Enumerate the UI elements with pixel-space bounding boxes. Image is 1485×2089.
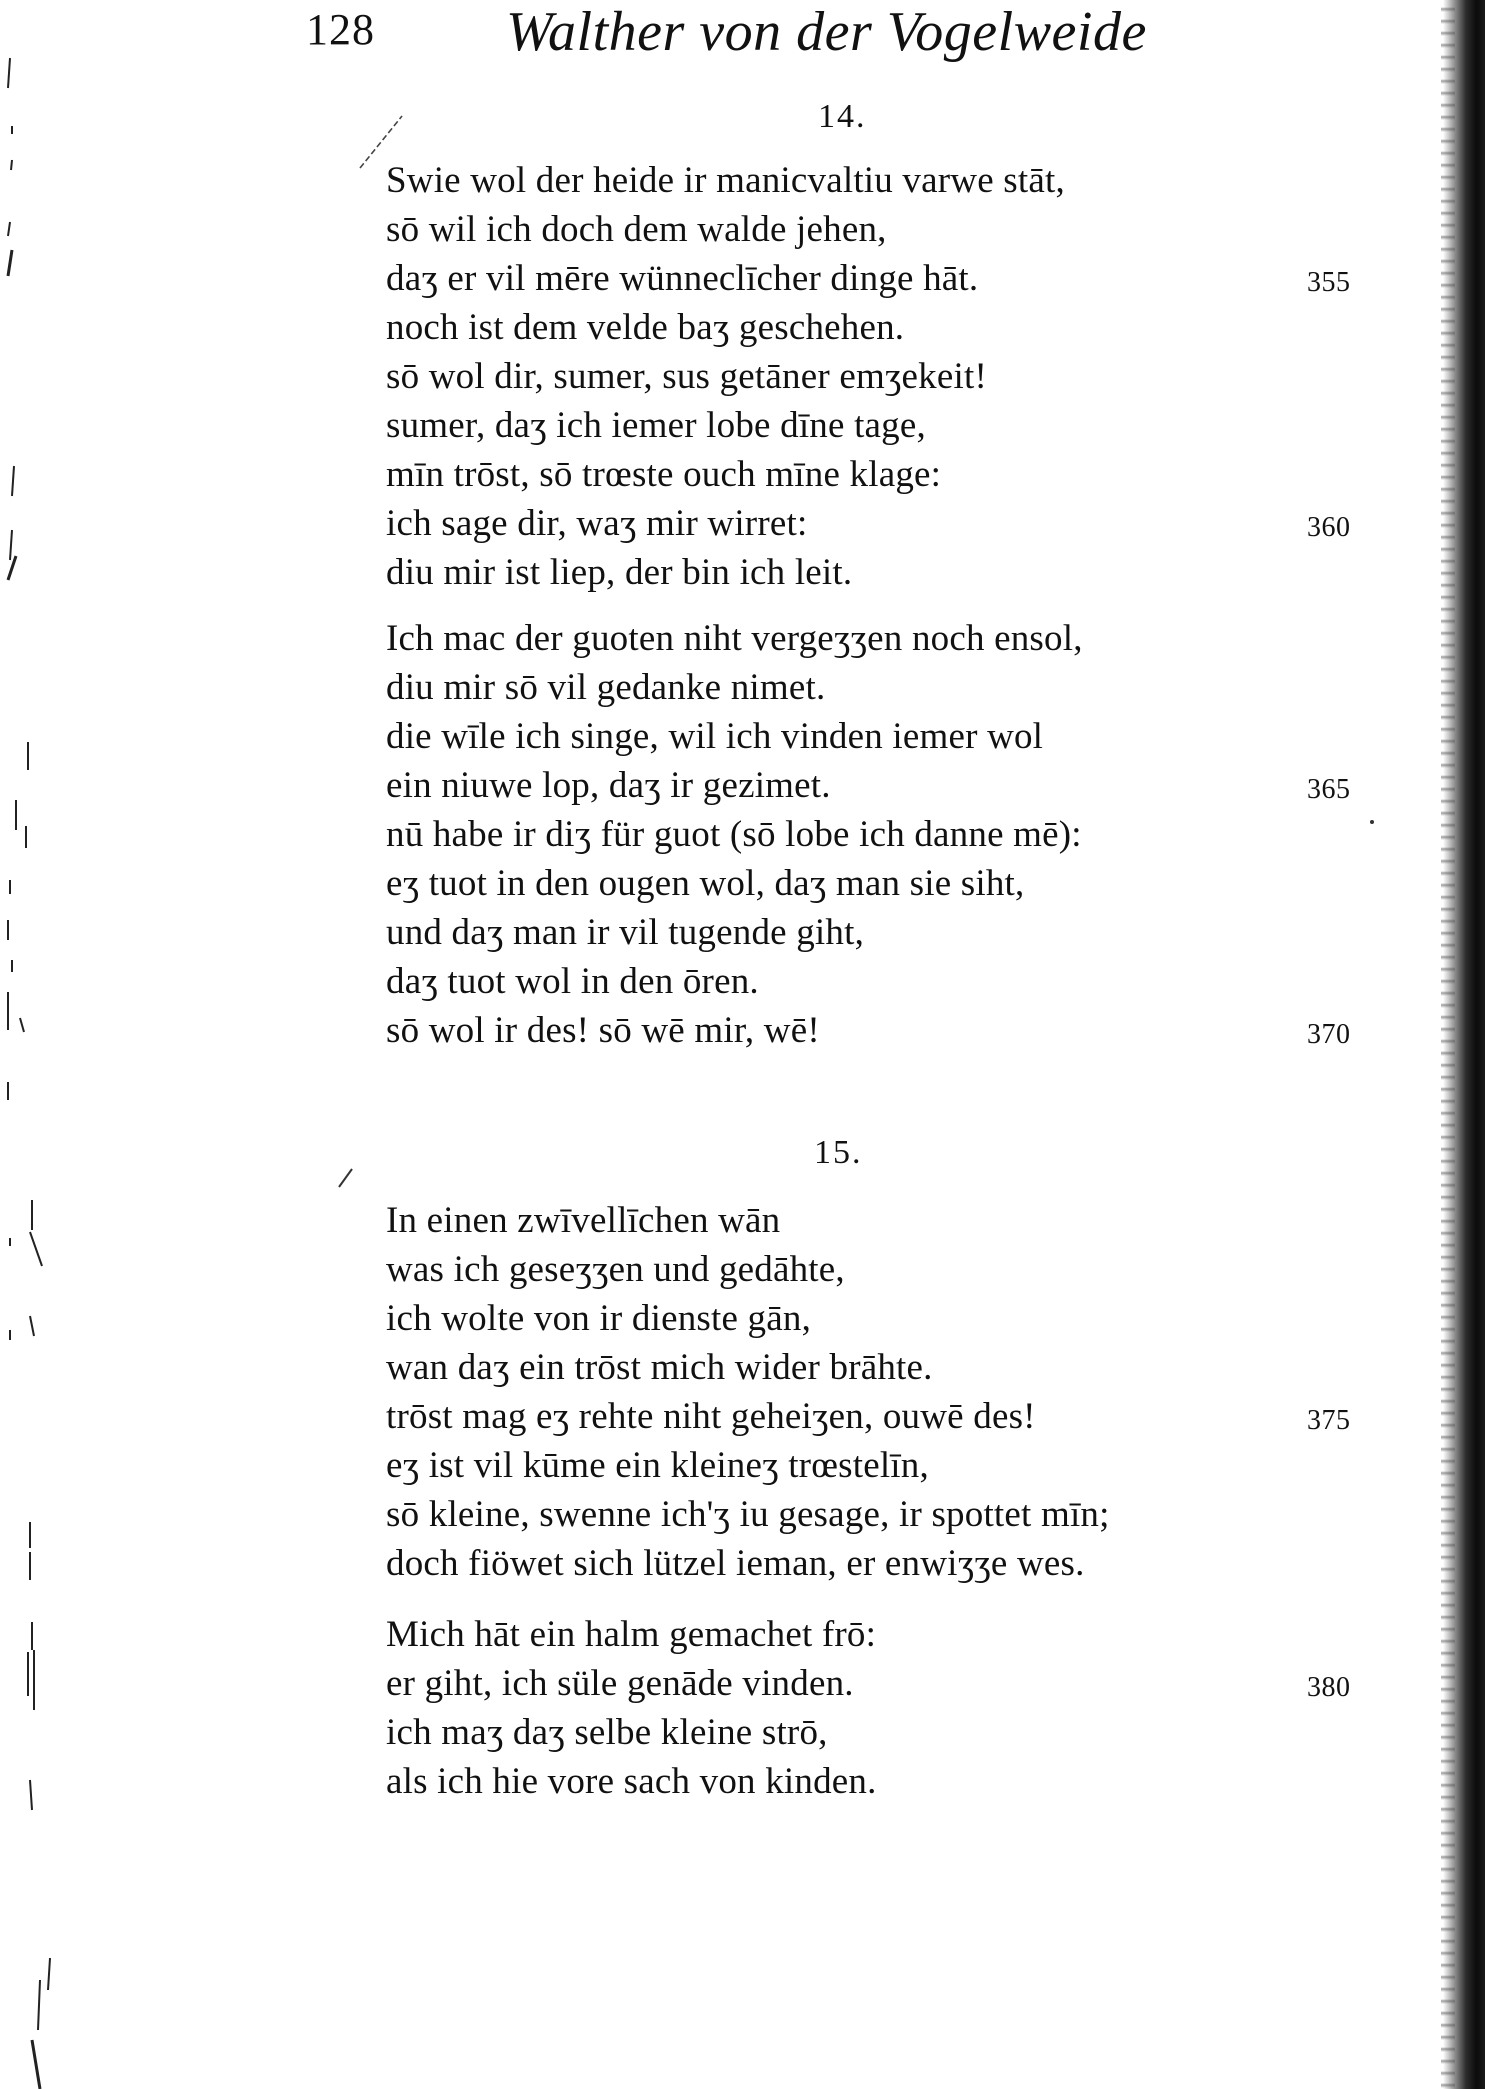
verse-line: daʒ tuot wol in den ōren. bbox=[386, 961, 759, 1002]
verse-line: Mich hāt ein halm gemachet frō: bbox=[386, 1614, 877, 1655]
line-number: 355 bbox=[1307, 267, 1351, 298]
binding-speckle bbox=[1441, 0, 1455, 2089]
page-number: 128 bbox=[306, 5, 375, 54]
verse-line: trōst mag eʒ rehte niht geheiʒen, ouwē des! 375 bbox=[386, 1392, 1386, 1441]
stanza bbox=[386, 1610, 1386, 1806]
verse-line: was ich geseʒʒen und gedāhte, bbox=[386, 1249, 845, 1290]
verse-line: nū habe ir diʒ für guot (sō lobe ich danne mē): bbox=[386, 814, 1082, 855]
verse-line: In einen zwīvellīchen wān bbox=[386, 1200, 781, 1241]
verse-line: ich sage dir, waʒ mir wirret: 360 bbox=[386, 499, 1386, 548]
pencil-mark-icon bbox=[356, 112, 406, 172]
verse-line: diu mir ist liep, der bin ich leit. bbox=[386, 552, 853, 593]
verse-line: er giht, ich süle genāde vinden. 380 bbox=[386, 1659, 1386, 1708]
line-number: 370 bbox=[1307, 1019, 1351, 1050]
poem-number: 14. bbox=[818, 98, 867, 135]
verse-line: diu mir sō vil gedanke nimet. bbox=[386, 667, 826, 708]
line-number: 380 bbox=[1307, 1672, 1351, 1703]
line-number: 365 bbox=[1307, 774, 1351, 805]
stanza bbox=[386, 156, 1386, 597]
verse-line: ich maʒ daʒ selbe kleine strō, bbox=[386, 1712, 828, 1753]
running-head bbox=[306, 0, 1206, 70]
verse-line: ich wolte von ir dienste gān, bbox=[386, 1298, 812, 1339]
stanza bbox=[386, 614, 1386, 1055]
line-number: 375 bbox=[1307, 1405, 1351, 1436]
verse-line: und daʒ man ir vil tugende giht, bbox=[386, 912, 865, 953]
pencil-tick-icon bbox=[336, 1166, 356, 1190]
verse-line: noch ist dem velde baʒ geschehen. bbox=[386, 307, 905, 348]
verse-line: daʒ er vil mēre wünneclīcher dinge hāt. 355 bbox=[386, 254, 1386, 303]
margin-bleed-marks bbox=[0, 0, 70, 2089]
verse-line: sumer, daʒ ich iemer lobe dīne tage, bbox=[386, 405, 926, 446]
verse-line: sō wol dir, sumer, sus getāner emʒekeit! bbox=[386, 356, 987, 397]
verse-line: Swie wol der heide ir manicvaltiu varwe stāt, bbox=[386, 160, 1065, 201]
verse-line: sō wol ir des! sō wē mir, wē! 370 bbox=[386, 1006, 1386, 1055]
verse-line: mīn trōst, sō trœste ouch mīne klage: bbox=[386, 454, 942, 495]
verse-line: die wīle ich singe, wil ich vinden iemer wol bbox=[386, 716, 1044, 757]
line-number: 360 bbox=[1307, 512, 1351, 543]
stray-mark-icon bbox=[1368, 810, 1378, 830]
verse-line: eʒ ist vil kūme ein kleineʒ trœstelīn, bbox=[386, 1445, 929, 1486]
running-title: Walther von der Vogelweide bbox=[506, 1, 1147, 63]
verse-line: ein niuwe lop, daʒ ir gezimet. 365 bbox=[386, 761, 1386, 810]
verse-line: Ich mac der guoten niht vergeʒʒen noch ensol, bbox=[386, 618, 1083, 659]
stanza bbox=[386, 1196, 1386, 1588]
verse-line: doch fiöwet sich lützel ieman, er enwiʒʒe wes. bbox=[386, 1543, 1085, 1584]
verse-line: als ich hie vore sach von kinden. bbox=[386, 1761, 877, 1802]
verse-line: sō kleine, swenne ich'ʒ iu gesage, ir spottet mīn; bbox=[386, 1494, 1110, 1535]
poem-number: 15. bbox=[814, 1134, 863, 1171]
verse-line: wan daʒ ein trōst mich wider brāhte. bbox=[386, 1347, 933, 1388]
verse-line: eʒ tuot in den ougen wol, daʒ man sie siht, bbox=[386, 863, 1025, 904]
verse-line: sō wil ich doch dem walde jehen, bbox=[386, 209, 887, 250]
